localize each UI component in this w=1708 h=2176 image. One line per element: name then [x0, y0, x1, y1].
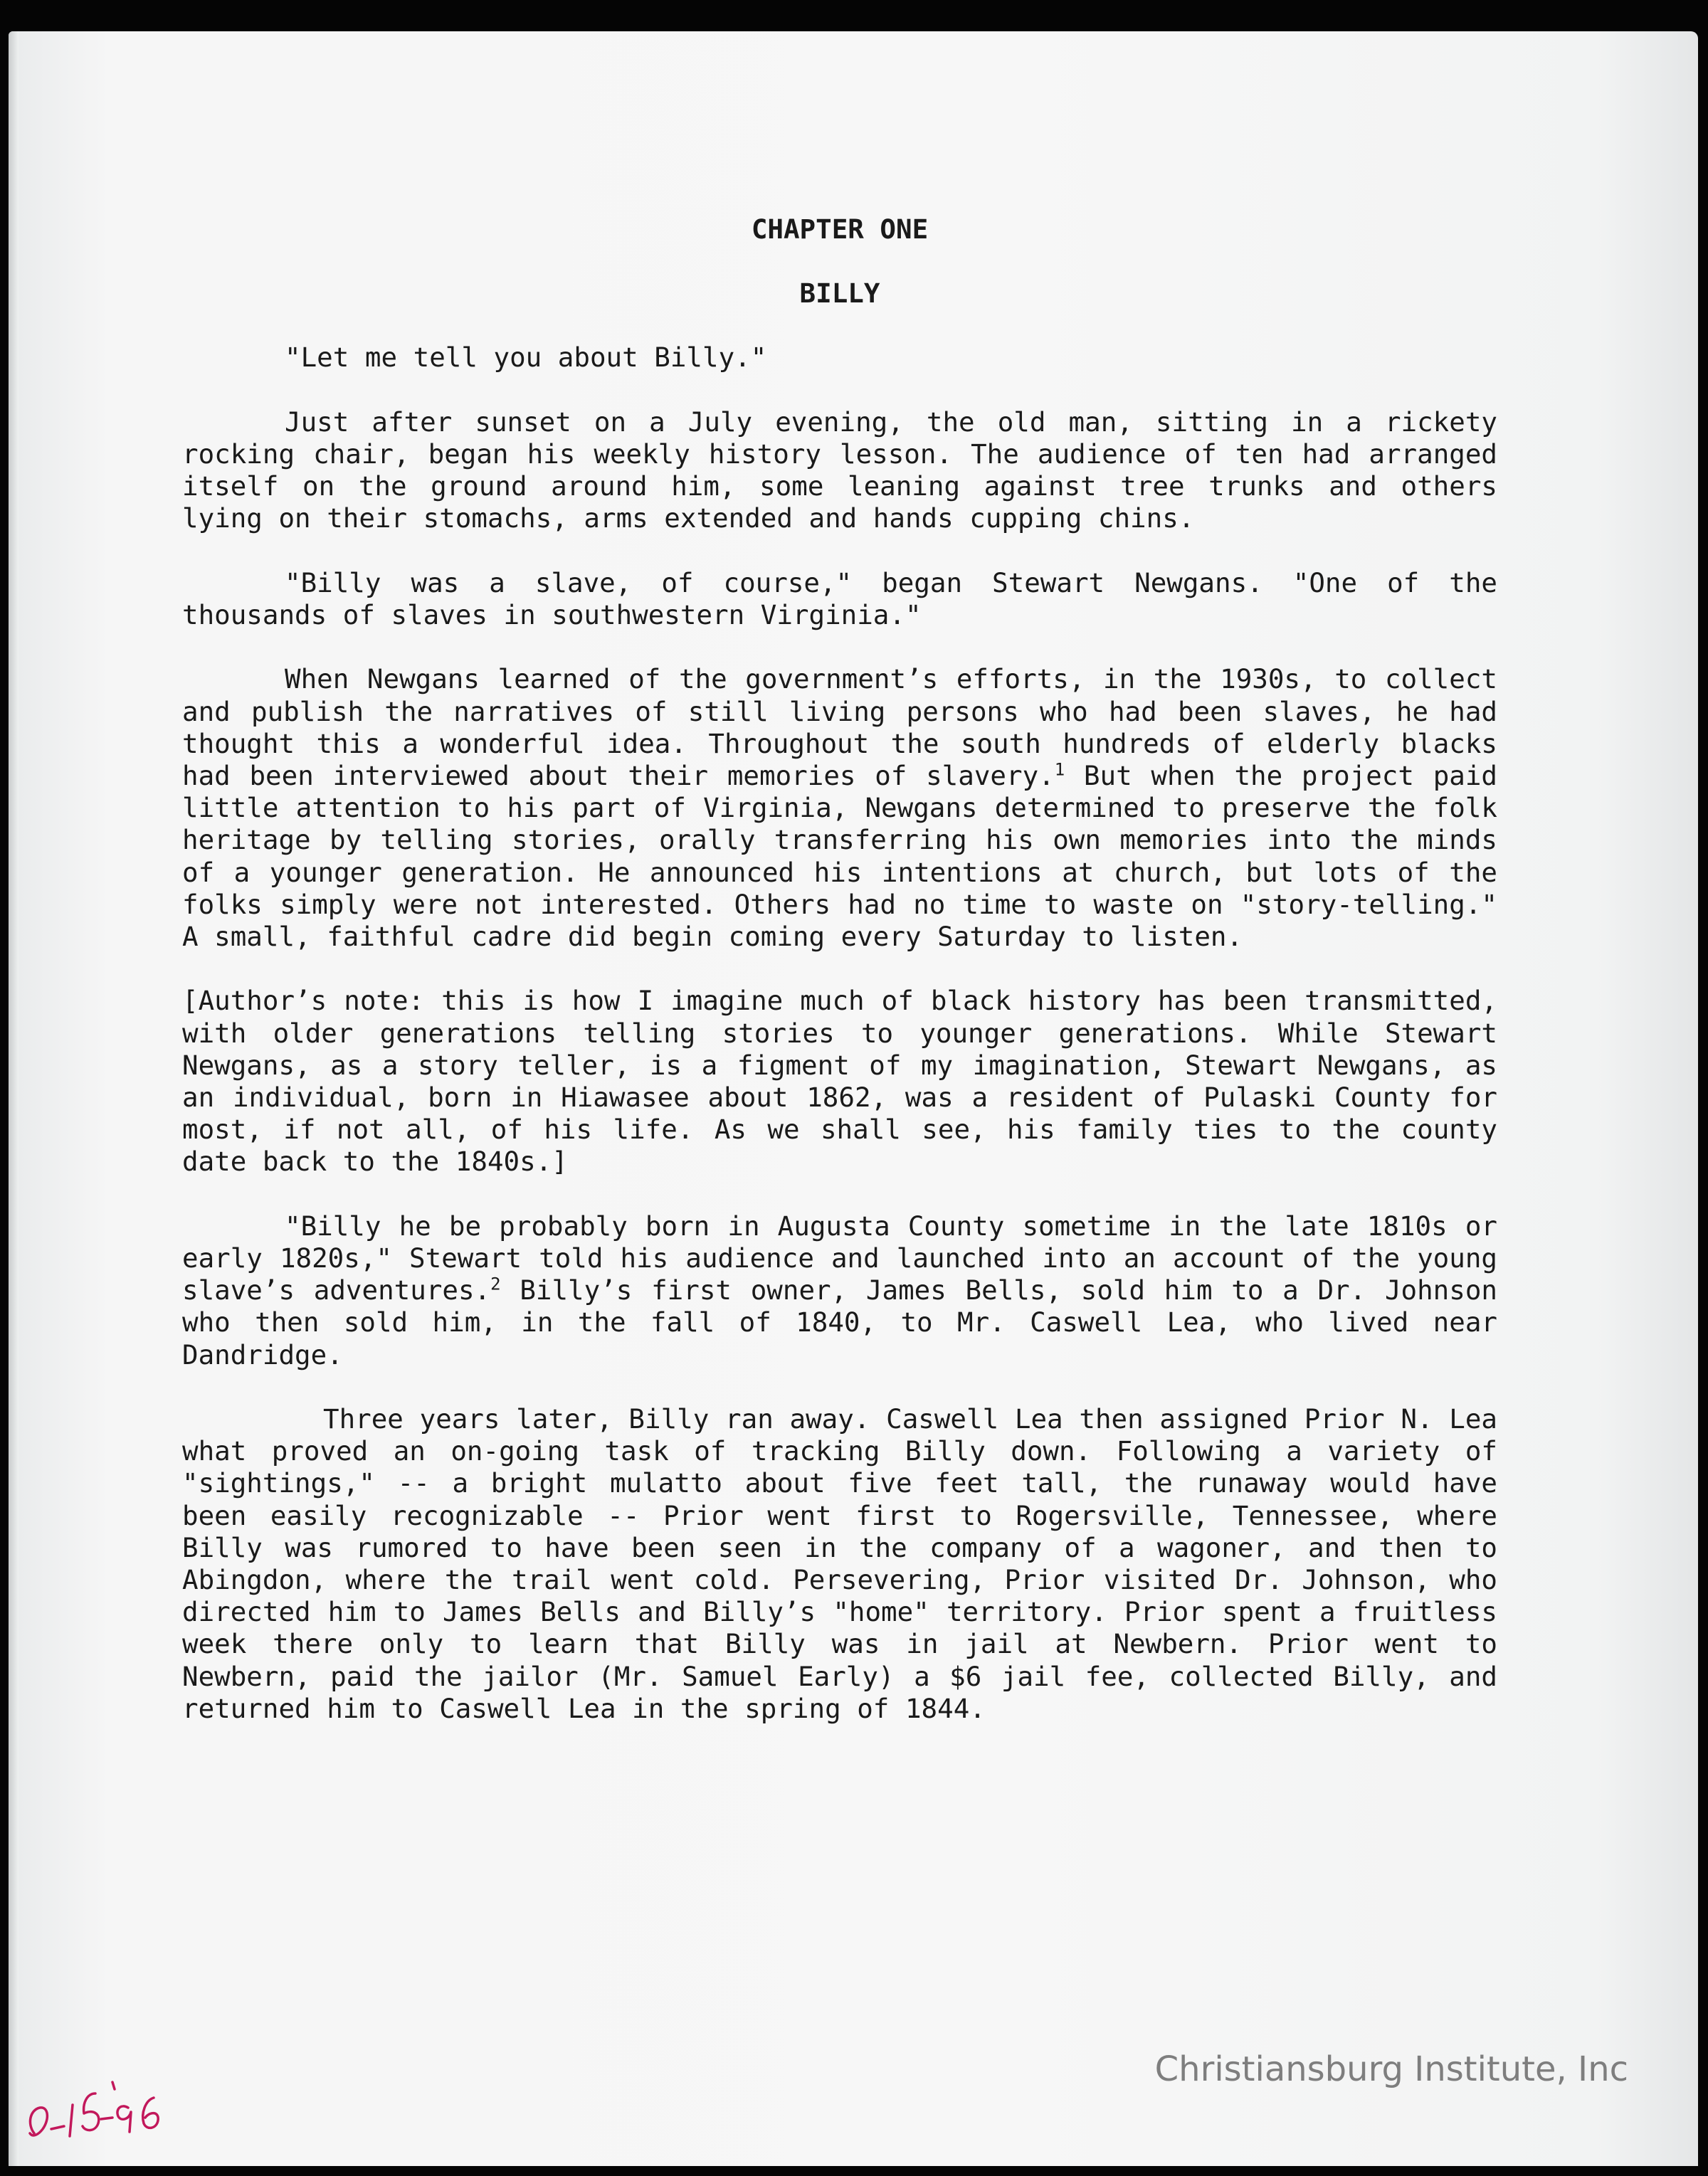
- paragraph-4-part-a: When Newgans learned of the government’s efforts, in the 1930s, to collect and publish the narratives of still living persons who had been slaves, he had thought this a wonderful idea. Throughout the south hundreds of elderly blacks had been interviewed about their memories of slavery.: [182, 663, 1497, 791]
- chapter-heading: CHAPTER ONE: [751, 213, 929, 245]
- watermark-text: Christiansburg Institute, Inc: [1154, 2049, 1628, 2089]
- paragraph-2: Just after sunset on a July evening, the old man, sitting in a rickety rocking chair, began his weekly history lesson. The audience of ten had arranged itself on the ground around him, some leaning against tree trunks and others lying on their stomachs, arms extended and hands cupping chins.: [182, 406, 1497, 534]
- paragraph-4: [182, 663, 1497, 953]
- chapter-title: BILLY: [799, 278, 880, 310]
- paragraph-4-part-b: But when the project paid little attention to his part of Virginia, Newgans determined to preserve the folk heritage by telling stories, orally transferring his own memories into the minds of a younger generation. He announced his intentions at church, but lots of the folks simply were not interested. Others had no time to waste on "story-telling." A small, faithful cadre did begin coming every Saturday to listen.: [182, 760, 1498, 953]
- footnote-ref-1: 1: [1054, 759, 1065, 780]
- footnote-ref-2: 2: [490, 1274, 501, 1294]
- paragraph-7: Three years later, Billy ran away. Caswell Lea then assigned Prior N. Lea what proved an on-going task of tracking Billy down. Following a variety of "sightings," -- a bright mulatto about five feet tall, the runaway would have been easily recognizable -- Prior went first to Rogersville, Tennessee, where Billy was rumored to have been seen in the company of a wagoner, and then to Abingdon, where the trail went cold. Persevering, Prior visited Dr. Johnson, who directed him to James Bells and Billy’s "home" territory. Prior spent a fruitless week there only to learn that Billy was in jail at Newbern. Prior went to Newbern, paid the jailor (Mr. Samuel Early) a $6 jail fee, collected Billy, and returned him to Caswell Lea in the spring of 1844.: [182, 1403, 1497, 1724]
- document-body: [182, 213, 1497, 1757]
- page-edge-shadow: [9, 31, 19, 2166]
- paragraph-6: [182, 1210, 1497, 1371]
- paragraph-3: "Billy was a slave, of course," began Stewart Newgans. "One of the thousands of slaves in southwestern Virginia.": [182, 566, 1497, 630]
- paragraph-6-part-a: "Billy he be probably born in Augusta County sometime in the late 1810s or early 1820s," Stewart told his audience and launched into an account of the young slave’s adventures.: [182, 1210, 1497, 1306]
- handwritten-date-annotation: [21, 2049, 192, 2156]
- paragraph-6-part-b: Billy’s first owner, James Bells, sold him to a Dr. Johnson who then sold him, in the fall of 1840, to Mr. Caswell Lea, who lived near Dandridge.: [182, 1274, 1497, 1370]
- paragraph-1: "Let me tell you about Billy.": [285, 342, 767, 374]
- author-note: [Author’s note: this is how I imagine much of black history has been transmitted, with older generations telling stories to younger generations. While Stewart Newgans, as a story teller, is a figment of my imagination, Stewart Newgans, as an individual, born in Hiawasee about 1862, was a resident of Pulaski County for most, if not all, of his life. As we shall see, his family ties to the county date back to the 1840s.]: [182, 985, 1497, 1178]
